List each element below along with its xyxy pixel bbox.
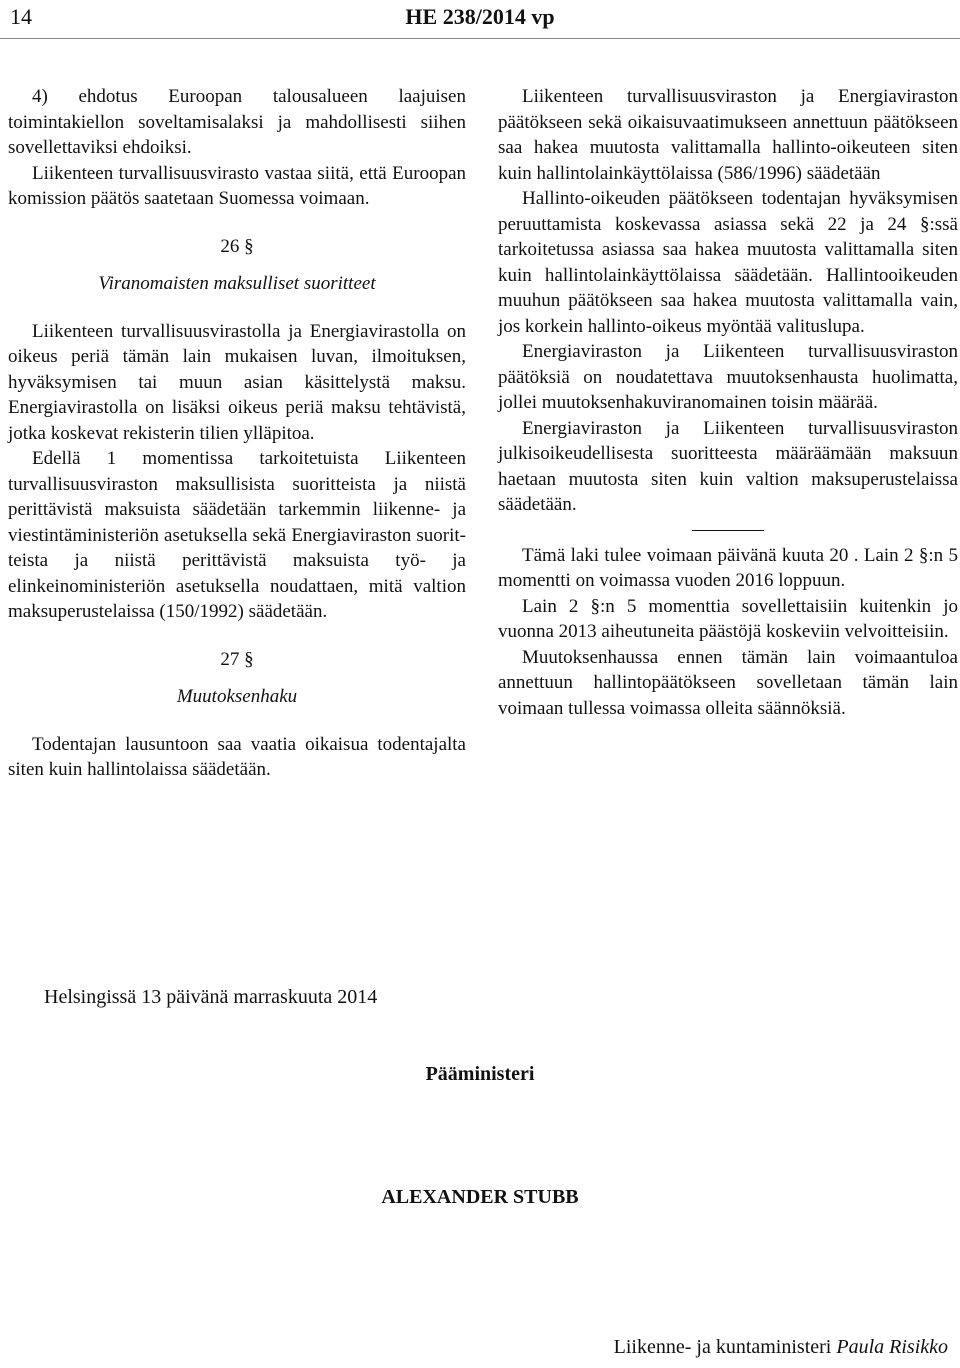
page-number: 14 xyxy=(10,4,32,29)
minister-name: Paula Risikko xyxy=(836,1336,948,1358)
intro-paragraph: 4) ehdotus Euroopan talousalueen laajuisen toimintakiellon soveltamisalaksi ja mahdollisesti siihen sovellettaviksi ehdoiksi. xyxy=(8,86,466,158)
signatory-role: Pääministeri xyxy=(425,1063,535,1085)
entry-into-force-paragraph: Tämä laki tulee voimaan päivänä kuuta 20 . Lain 2 §:n 5 momentti on voimassa vuoden 2016 loppuun. xyxy=(498,544,958,591)
section-26-paragraph-1: Liikenteen turvallisuusvirastolla ja Energiavirastolla on oikeus periä tämän lain mukaisen luvan, ilmoituksen, hyväksymisen tai muun asian käsittelystä maksu. Energiavirastolla on lisäksi oikeus periä maksu tehtävistä, jotka koskevat rekisterin tilien ylläpitoa. xyxy=(8,320,466,444)
document-id: HE 238/2014 vp xyxy=(405,4,555,29)
section-27-paragraph-3: Hallinto-oikeuden päätökseen todentajan hyväksymisen peruuttamista koskevassa asiassa sekä 22 ja 24 §:ssä tarkoitetussa asiassa saa hakea muutosta valittamalla siten kuin hallintolainkäyttölaissa säädetään. Hallintooikeuden muuhun päätökseen saa hakea muutosta valittamalla vain, jos korkein hallinto-oikeus myöntää valituslupa. xyxy=(498,188,958,337)
section-27-paragraph-4: Energiaviraston ja Liikenteen turvallisuusviraston päätöksiä on noudatettava muutoksenhausta huolimatta, jollei muutoksenhakuviranomainen toisin määrää. xyxy=(498,341,958,413)
section-27-title: Muutoksenhaku xyxy=(176,686,298,707)
intro-paragraph-2: Liikenteen turvallisuusvirasto vastaa siitä, että Euroopan komission päätös saatetaan Suomessa voimaan. xyxy=(8,162,466,209)
header-rule xyxy=(0,38,960,39)
separator-rule xyxy=(692,530,764,531)
right-column xyxy=(498,84,958,721)
transitional-paragraph-2: Muutoksenhaussa ennen tämän lain voimaantuloa annettuun hallintopäätökseen sovelletaan tämän lain voimaan tullessa voimassa olleita säännöksiä. xyxy=(498,646,958,719)
place-and-date: Helsingissä 13 päivänä marraskuuta 2014 xyxy=(44,986,378,1008)
transitional-paragraph-1: Lain 2 §:n 5 momenttia sovellettaisiin kuitenkin jo vuonna 2013 aiheutuneita päästöjä koskeviin velvoitteisiin. xyxy=(498,595,958,642)
minister-title: Liikenne- ja kuntaministeri xyxy=(613,1336,832,1358)
signatory-name: ALEXANDER STUBB xyxy=(381,1186,579,1208)
left-column xyxy=(8,84,466,783)
section-27-number: 27 § xyxy=(220,648,254,670)
section-27-paragraph-5: Energiaviraston ja Liikenteen turvallisuusviraston julkisoikeudellisesta suoritteesta määräämään maksuun haetaan muutosta siten kuin valtion maksuperustelaissa säädetään. xyxy=(498,417,958,515)
countersignature xyxy=(614,1336,948,1359)
section-26-paragraph-2: Edellä 1 momentissa tarkoitetuista Liikenteen turvallisuusviraston maksullisista suoritteista ja niistä perittävistä maksuista säädetään tarkemmin liikenne- ja viestintäministeriön asetuksella sekä Energiaviraston suoritteista ja niistä perittävistä maksuista työ- ja elinkeinoministeriön asetuksella noudattaen, mitä valtion maksuperustelaissa (150/1992) säädetään. xyxy=(8,448,466,622)
section-26-title: Viranomaisten maksulliset suoritteet xyxy=(98,273,376,294)
section-26-number: 26 § xyxy=(220,235,254,257)
section-27-paragraph-2: Liikenteen turvallisuusviraston ja Energiaviraston päätökseen sekä oikaisuvaatimukseen annettuun päätökseen saa hakea muutosta valittamalla hallinto-oikeuteen siten kuin hallintolainkäyttölaissa (586/1996) säädetään xyxy=(498,86,958,184)
section-27-paragraph-1: Todentajan lausuntoon saa vaatia oikaisua todentajalta siten kuin hallintolaissa säädetään. xyxy=(8,733,466,780)
